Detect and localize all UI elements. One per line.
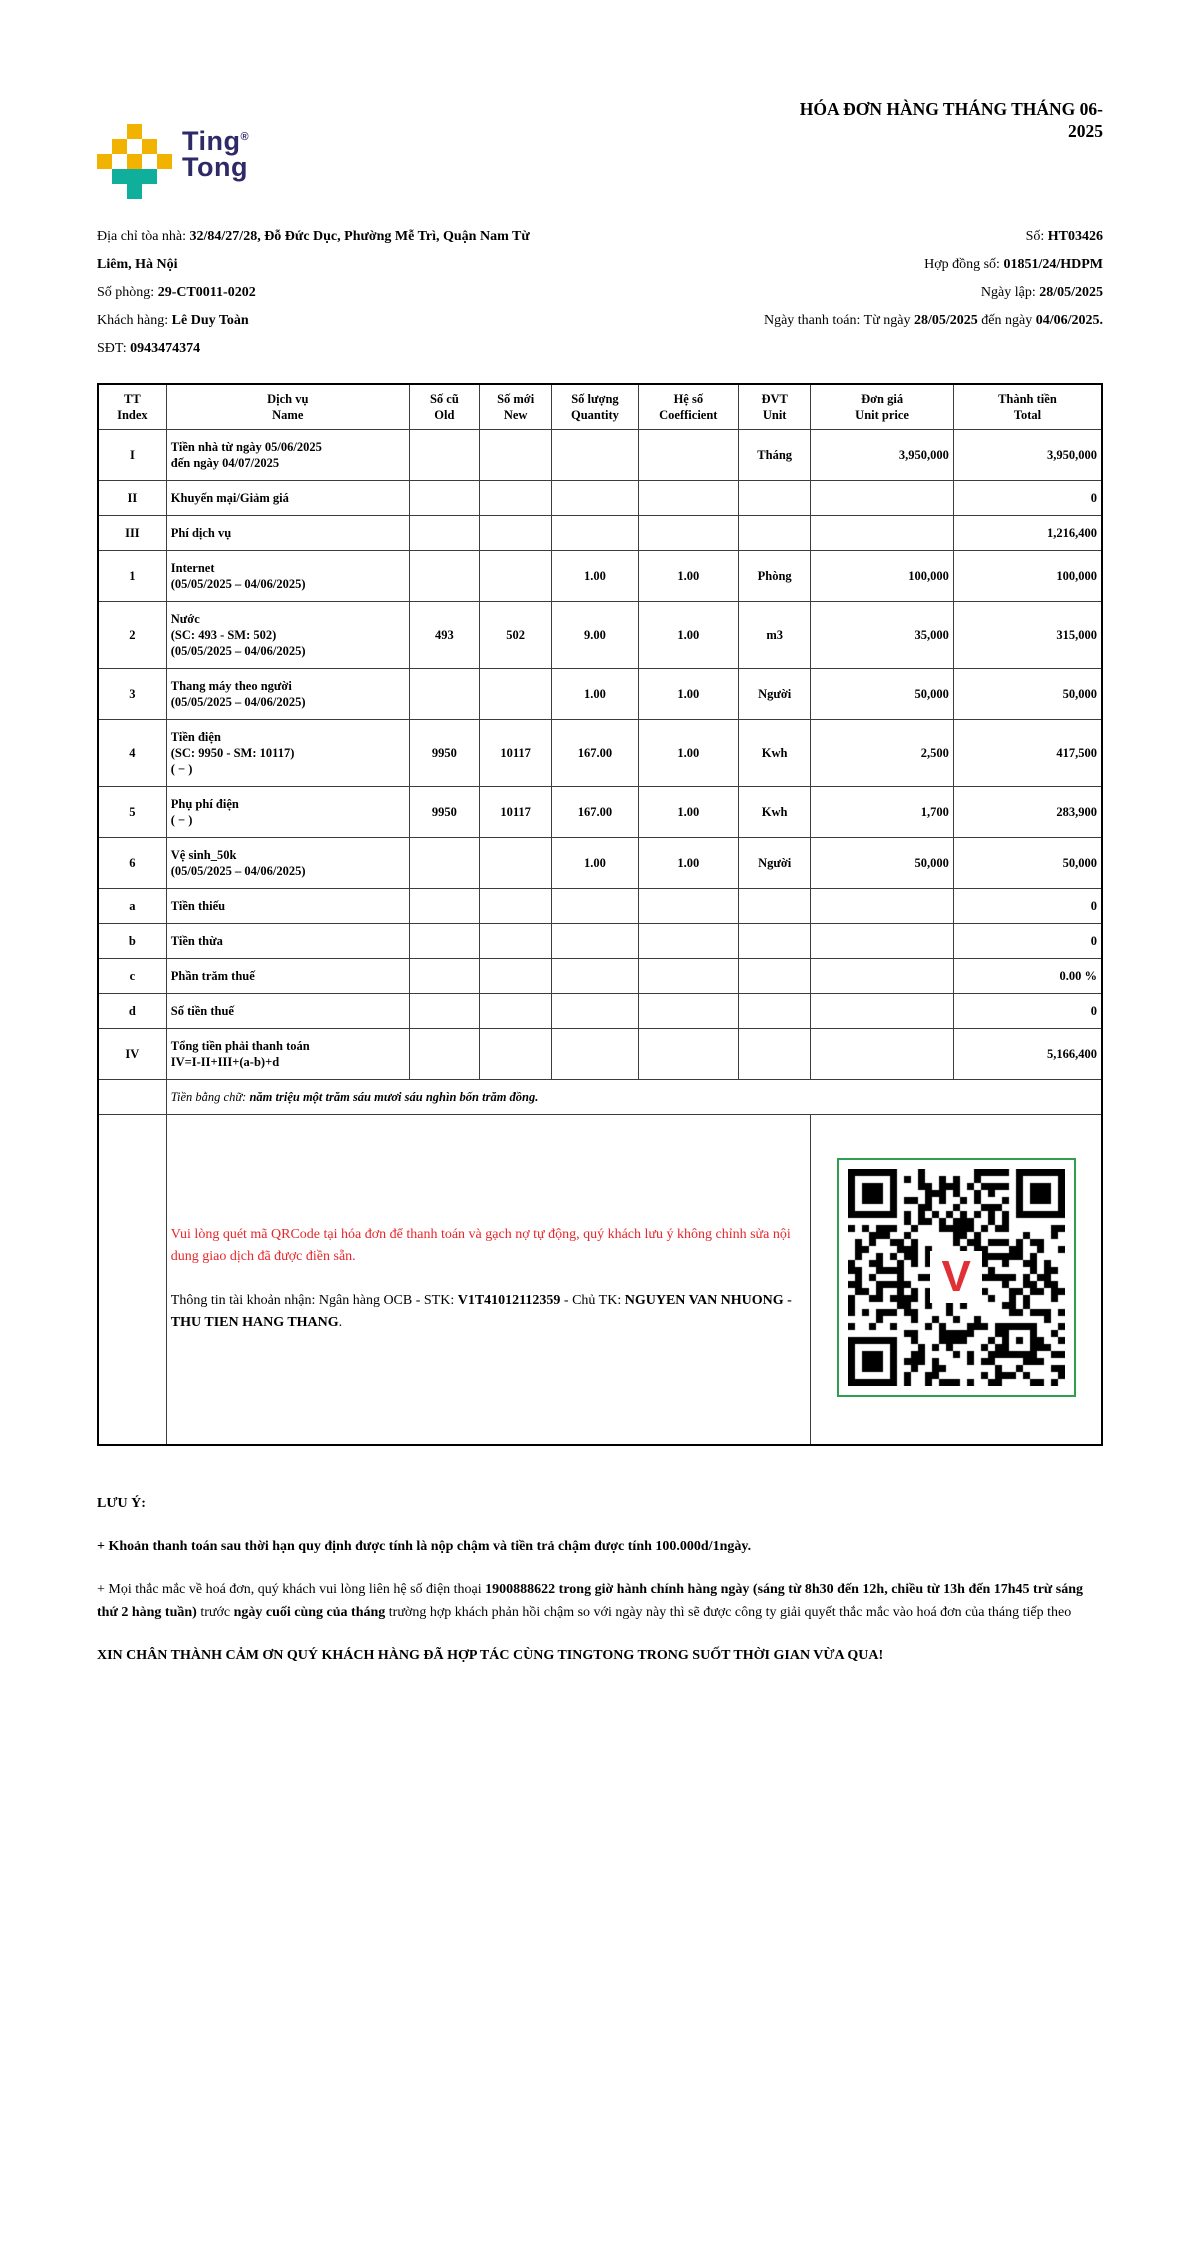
page-title: HÓA ĐƠN HÀNG THÁNG THÁNG 06- 2025 <box>799 99 1103 141</box>
cell-price <box>811 889 954 924</box>
cell-qty: 1.00 <box>552 838 638 889</box>
table-row <box>98 669 1102 720</box>
cell-qty <box>552 889 638 924</box>
cell-total: 3,950,000 <box>953 430 1102 481</box>
col-new: Số mới New <box>480 384 552 430</box>
cell-total: 0.00 % <box>953 959 1102 994</box>
cell-new <box>480 551 552 602</box>
cell-price <box>811 994 954 1029</box>
contract-number: Hợp đồng số: 01851/24/HDPM <box>924 257 1103 272</box>
building-address: Địa chỉ tòa nhà: 32/84/27/28, Đỗ Đức Dục, Phường Mễ Trì, Quận Nam Từ Liêm, Hà Nội <box>97 229 530 272</box>
col-unit: ĐVT Unit <box>739 384 811 430</box>
cell-qty <box>552 959 638 994</box>
cell-new <box>480 838 552 889</box>
cell-total: 417,500 <box>953 720 1102 787</box>
cell-unit: Người <box>739 669 811 720</box>
service-table <box>97 383 1103 1446</box>
cell-unit <box>739 994 811 1029</box>
cell-coef <box>638 889 738 924</box>
amount-in-words-row <box>98 1080 1102 1115</box>
cell-unit <box>739 924 811 959</box>
cell-coef <box>638 1029 738 1080</box>
qr-payment-note: Vui lòng quét mã QRCode tại hóa đơn để thanh toán và gạch nợ tự động, quý khách lưu ý không chỉnh sửa nội dung giao dịch đã được điền sẵn. <box>170 1227 791 1265</box>
brand-line2: Tong <box>182 152 248 182</box>
cell-unit: Người <box>739 838 811 889</box>
cell-old <box>409 516 479 551</box>
cell-new <box>480 669 552 720</box>
amount-in-words: Tiền bằng chữ: năm triệu một trăm sáu mươi sáu nghìn bốn trăm đồng. <box>166 1080 1102 1115</box>
cell-index: IV <box>98 1029 166 1080</box>
cell-qty <box>552 1029 638 1080</box>
cell-name: Tiền thừa <box>166 924 409 959</box>
cell-unit: Kwh <box>739 720 811 787</box>
cell-total: 0 <box>953 994 1102 1029</box>
cell-old: 9950 <box>409 787 479 838</box>
cell-index: 1 <box>98 551 166 602</box>
cell-new: 10117 <box>480 720 552 787</box>
cell-qty: 167.00 <box>552 787 638 838</box>
cell-new <box>480 481 552 516</box>
cell-new <box>480 994 552 1029</box>
table-row <box>98 516 1102 551</box>
cell-index: I <box>98 430 166 481</box>
registered-mark: ® <box>240 131 250 143</box>
cell-qty <box>552 430 638 481</box>
cell-name: Tiền thiếu <box>166 889 409 924</box>
cell-qty: 167.00 <box>552 720 638 787</box>
cell-qty <box>552 516 638 551</box>
cell-qty: 1.00 <box>552 669 638 720</box>
cell-name: Nước (SC: 493 - SM: 502) (05/05/2025 – 04/06/2025) <box>166 602 409 669</box>
cell-new <box>480 889 552 924</box>
cell-old <box>409 669 479 720</box>
cell-coef: 1.00 <box>638 720 738 787</box>
cell-index: III <box>98 516 166 551</box>
table-row <box>98 924 1102 959</box>
cell-total: 50,000 <box>953 669 1102 720</box>
cell-new <box>480 959 552 994</box>
cell-coef <box>638 481 738 516</box>
footer-notes <box>97 1492 1103 1667</box>
cell-qty <box>552 924 638 959</box>
table-row <box>98 481 1102 516</box>
bank-account-info: Thông tin tài khoản nhận: Ngân hàng OCB - STK: V1T41012112359 - Chủ TK: NGUYEN VAN NHUONG - THU TIEN HANG THANG. <box>170 1293 792 1331</box>
cell-old <box>409 889 479 924</box>
cell-old <box>409 1029 479 1080</box>
cell-total: 0 <box>953 481 1102 516</box>
cell-price: 2,500 <box>811 720 954 787</box>
cell-name: Thang máy theo người (05/05/2025 – 04/06/2025) <box>166 669 409 720</box>
cell-new: 10117 <box>480 787 552 838</box>
qr-instructions-cell <box>166 1115 811 1445</box>
col-coefficient: Hệ số Coefficient <box>638 384 738 430</box>
cell-name: Tổng tiền phải thanh toán IV=I-II+III+(a-b)+d <box>166 1029 409 1080</box>
tingtong-logo-icon <box>97 124 172 199</box>
note-late-payment: + Khoản thanh toán sau thời hạn quy định được tính là nộp chậm và tiền trả chậm được tính 100.000d/1ngày. <box>97 1538 752 1554</box>
cell-old: 493 <box>409 602 479 669</box>
note-hotline: + Mọi thắc mắc về hoá đơn, quý khách vui lòng liên hệ số điện thoại 1900888622 trong giờ hành chính hàng ngày (sáng từ 8h30 đến 12h, chiều từ 13h đến 17h45 trừ sáng thứ 2 hàng tuần) trước ngày cuối cùng của tháng trường hợp khách phản hồi chậm so với ngày này thì sẽ được công ty giải quyết thắc mắc vào hoá đơn của tháng tiếp theo <box>97 1581 1084 1620</box>
cell-coef <box>638 516 738 551</box>
cell-name: Số tiền thuế <box>166 994 409 1029</box>
col-unit-price: Đơn giá Unit price <box>811 384 954 430</box>
cell-name: Phần trăm thuế <box>166 959 409 994</box>
cell-price: 1,700 <box>811 787 954 838</box>
cell-old <box>409 924 479 959</box>
cell-coef: 1.00 <box>638 551 738 602</box>
tingtong-logo-text <box>182 124 249 180</box>
invoice-number: Số: HT03426 <box>1025 229 1103 244</box>
cell-unit: Kwh <box>739 787 811 838</box>
cell-old <box>409 430 479 481</box>
table-row <box>98 959 1102 994</box>
cell-qty: 1.00 <box>552 551 638 602</box>
cell-price <box>811 959 954 994</box>
issue-date: Ngày lập: 28/05/2025 <box>980 285 1103 300</box>
cell-price: 50,000 <box>811 669 954 720</box>
cell-total: 1,216,400 <box>953 516 1102 551</box>
cell-index: a <box>98 889 166 924</box>
customer-name: Khách hàng: Lê Duy Toàn <box>97 313 249 328</box>
notes-heading: LƯU Ý: <box>97 1495 146 1511</box>
customer-phone: SĐT: 0943474374 <box>97 341 201 356</box>
cell-index: 3 <box>98 669 166 720</box>
cell-index: 5 <box>98 787 166 838</box>
cell-qty <box>552 994 638 1029</box>
cell-name: Vệ sinh_50k (05/05/2025 – 04/06/2025) <box>166 838 409 889</box>
cell-old <box>409 481 479 516</box>
cell-old <box>409 994 479 1029</box>
qr-bank-logo-icon: V <box>930 1251 982 1303</box>
table-row <box>98 551 1102 602</box>
cell-name: Tiền điện (SC: 9950 - SM: 10117) ( − ) <box>166 720 409 787</box>
cell-index: II <box>98 481 166 516</box>
cell-coef <box>638 994 738 1029</box>
cell-price: 50,000 <box>811 838 954 889</box>
cell-price: 35,000 <box>811 602 954 669</box>
invoice-info <box>97 223 1103 363</box>
cell-unit <box>739 889 811 924</box>
cell-old <box>409 959 479 994</box>
cell-unit <box>739 481 811 516</box>
service-table-body <box>98 430 1102 1080</box>
cell-total: 0 <box>953 924 1102 959</box>
cell-total: 50,000 <box>953 838 1102 889</box>
tingtong-logo <box>97 124 249 199</box>
col-old: Số cũ Old <box>409 384 479 430</box>
cell-price <box>811 516 954 551</box>
qr-code <box>837 1158 1076 1397</box>
cell-price <box>811 1029 954 1080</box>
cell-new <box>480 430 552 481</box>
table-row <box>98 889 1102 924</box>
cell-unit: Tháng <box>739 430 811 481</box>
service-table-header <box>98 384 1102 430</box>
cell-name: Khuyến mại/Giảm giá <box>166 481 409 516</box>
cell-old <box>409 838 479 889</box>
cell-index: c <box>98 959 166 994</box>
cell-price <box>811 481 954 516</box>
room-number: Số phòng: 29-CT0011-0202 <box>97 285 256 300</box>
invoice-info-left <box>97 223 556 363</box>
col-quantity: Số lượng Quantity <box>552 384 638 430</box>
cell-coef <box>638 430 738 481</box>
cell-total: 315,000 <box>953 602 1102 669</box>
service-table-footer <box>98 1080 1102 1445</box>
cell-name: Tiền nhà từ ngày 05/06/2025 đến ngày 04/07/2025 <box>166 430 409 481</box>
cell-old <box>409 551 479 602</box>
cell-index: 2 <box>98 602 166 669</box>
cell-unit <box>739 1029 811 1080</box>
cell-new <box>480 516 552 551</box>
brand-line1: Ting <box>182 126 241 156</box>
table-row <box>98 838 1102 889</box>
cell-coef <box>638 959 738 994</box>
table-row <box>98 720 1102 787</box>
thank-you-note: XIN CHÂN THÀNH CẢM ƠN QUÝ KHÁCH HÀNG ĐÃ HỢP TÁC CÙNG TINGTONG TRONG SUỐT THỜI GIAN VỪA QUA! <box>97 1647 884 1663</box>
col-index: TT Index <box>98 384 166 430</box>
qr-code-cell <box>811 1115 1102 1445</box>
cell-price: 100,000 <box>811 551 954 602</box>
cell-index: d <box>98 994 166 1029</box>
cell-coef <box>638 924 738 959</box>
cell-new <box>480 1029 552 1080</box>
cell-unit: Phòng <box>739 551 811 602</box>
table-row <box>98 602 1102 669</box>
cell-unit <box>739 959 811 994</box>
table-row <box>98 787 1102 838</box>
payment-date: Ngày thanh toán: Từ ngày 28/05/2025 đến ngày 04/06/2025. <box>763 313 1103 328</box>
table-row <box>98 430 1102 481</box>
table-row <box>98 994 1102 1029</box>
cell-coef: 1.00 <box>638 838 738 889</box>
cell-new: 502 <box>480 602 552 669</box>
invoice-header <box>97 0 1103 199</box>
cell-total: 0 <box>953 889 1102 924</box>
cell-coef: 1.00 <box>638 602 738 669</box>
cell-name: Phụ phí điện ( − ) <box>166 787 409 838</box>
cell-name: Phí dịch vụ <box>166 516 409 551</box>
invoice-info-right <box>556 223 1103 363</box>
cell-total: 283,900 <box>953 787 1102 838</box>
qr-row <box>98 1115 1102 1445</box>
cell-index: b <box>98 924 166 959</box>
cell-price <box>811 924 954 959</box>
table-row <box>98 1029 1102 1080</box>
cell-unit <box>739 516 811 551</box>
cell-total: 5,166,400 <box>953 1029 1102 1080</box>
cell-coef: 1.00 <box>638 787 738 838</box>
col-name: Dịch vụ Name <box>166 384 409 430</box>
cell-unit: m3 <box>739 602 811 669</box>
cell-name: Internet (05/05/2025 – 04/06/2025) <box>166 551 409 602</box>
cell-index: 6 <box>98 838 166 889</box>
cell-total: 100,000 <box>953 551 1102 602</box>
cell-index: 4 <box>98 720 166 787</box>
cell-new <box>480 924 552 959</box>
cell-old: 9950 <box>409 720 479 787</box>
cell-qty: 9.00 <box>552 602 638 669</box>
cell-coef: 1.00 <box>638 669 738 720</box>
cell-qty <box>552 481 638 516</box>
cell-price: 3,950,000 <box>811 430 954 481</box>
col-total: Thành tiền Total <box>953 384 1102 430</box>
